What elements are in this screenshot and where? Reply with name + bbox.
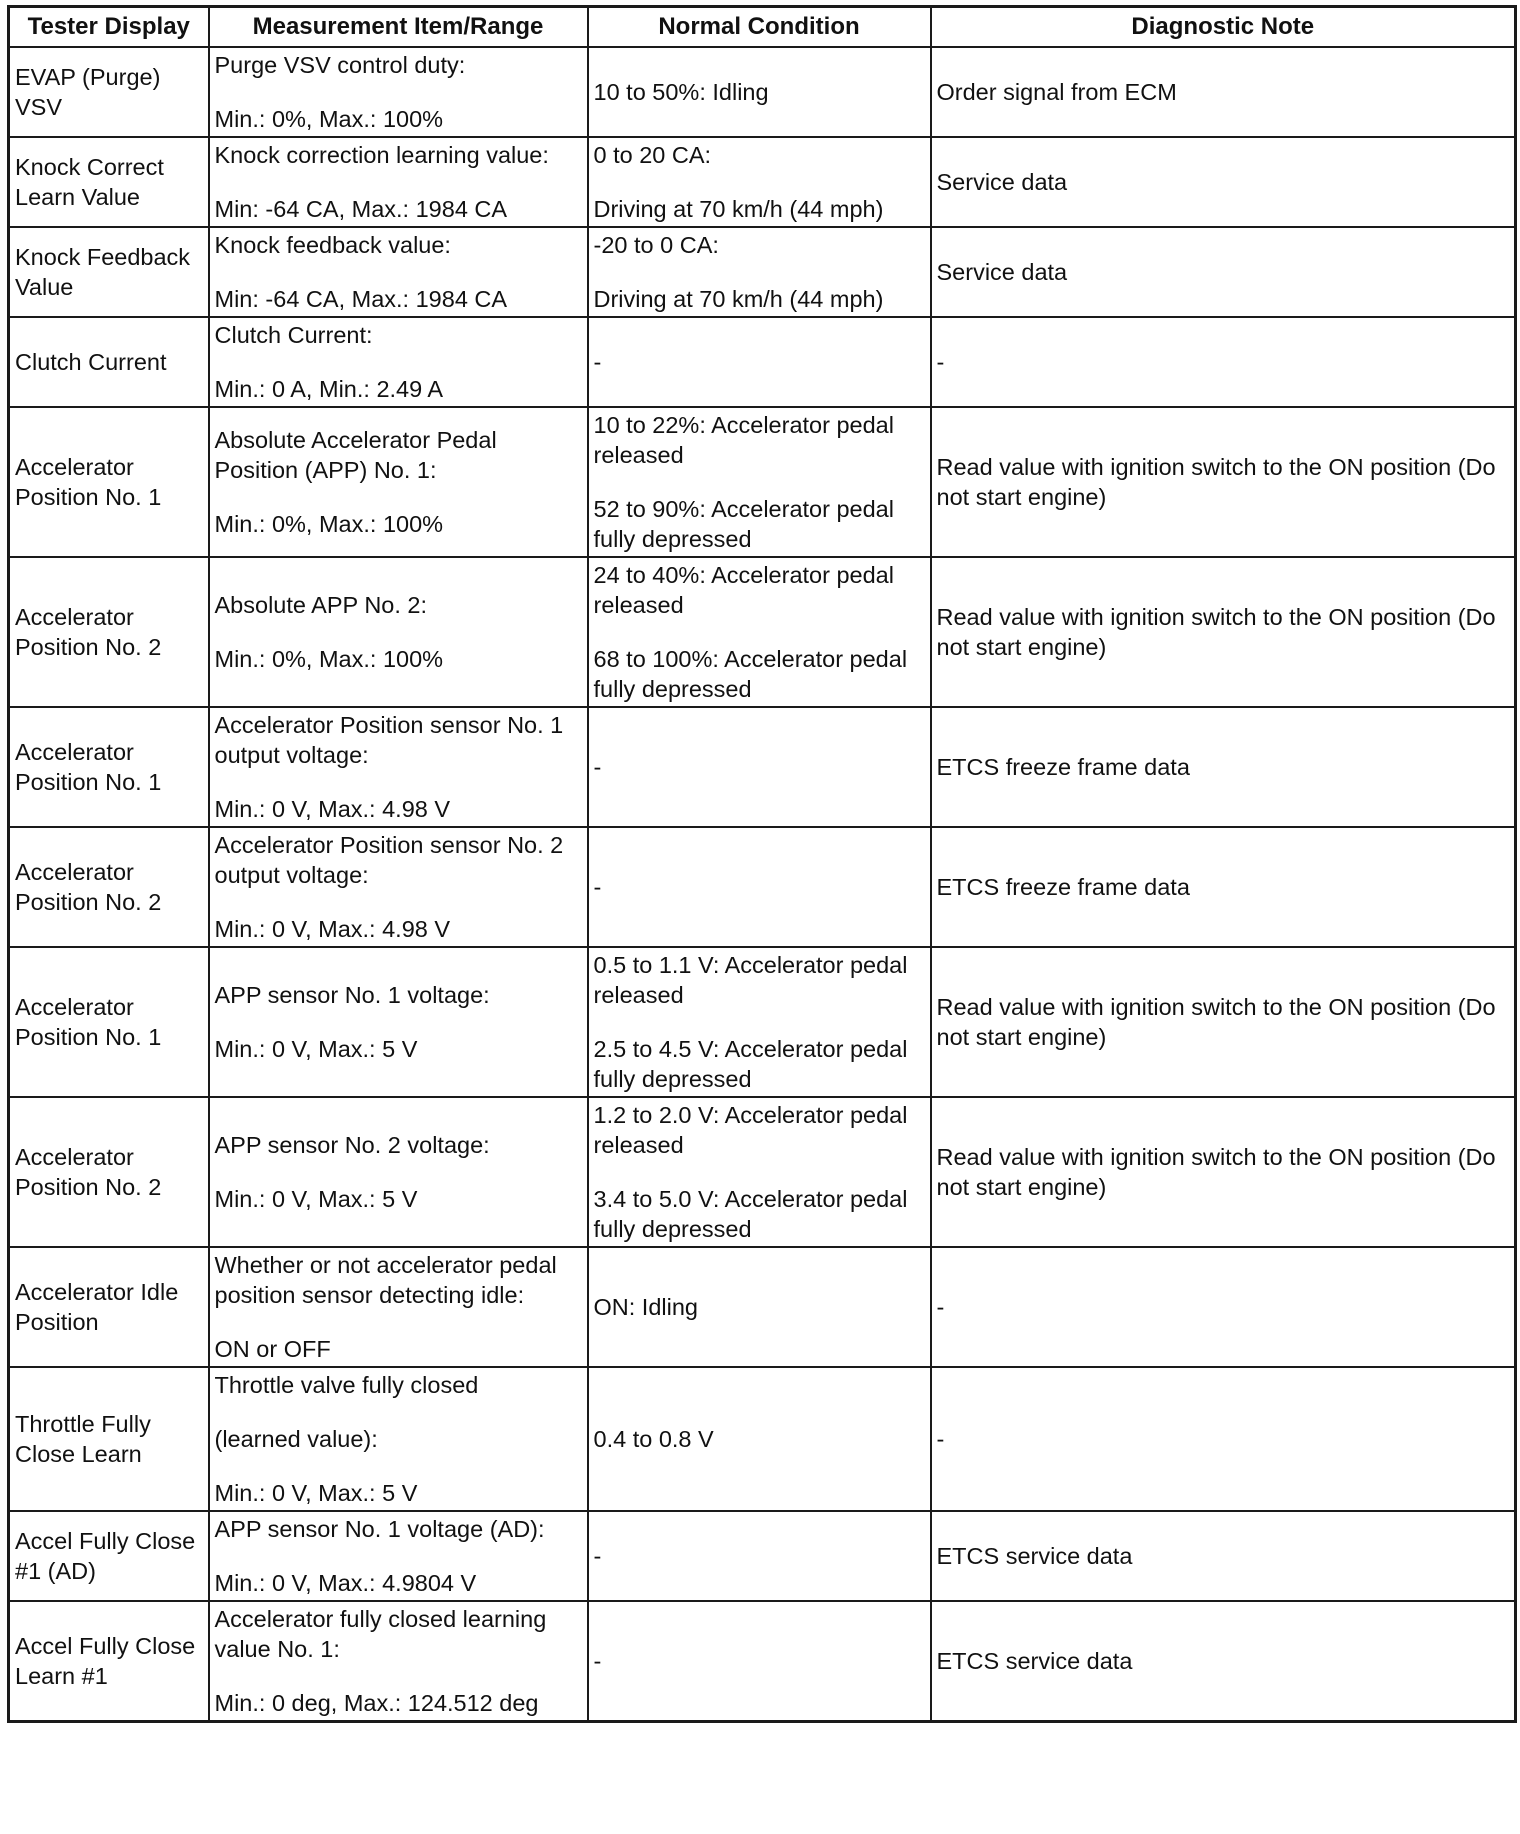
normal-condition-line: 68 to 100%: Accelerator pedal fully depressed xyxy=(593,646,908,702)
diagnostic-note-cell: ETCS freeze frame data xyxy=(931,707,1516,827)
normal-condition-cell xyxy=(588,1367,931,1511)
tester-display-cell: Knock Feedback Value xyxy=(9,227,209,317)
normal-condition-cell xyxy=(588,1097,931,1247)
tester-display-cell: EVAP (Purge) VSV xyxy=(9,47,209,137)
tester-display-cell: Accelerator Position No. 1 xyxy=(9,707,209,827)
normal-condition-line: 10 to 50%: Idling xyxy=(593,79,769,105)
measurement-range-cell xyxy=(209,707,588,827)
measurement-range-cell xyxy=(209,1511,588,1601)
normal-condition-cell xyxy=(588,137,931,227)
tester-display-cell: Accelerator Idle Position xyxy=(9,1247,209,1367)
tester-display-cell: Accelerator Position No. 1 xyxy=(9,407,209,557)
normal-condition-line: 2.5 to 4.5 V: Accelerator pedal fully depressed xyxy=(593,1036,908,1092)
table-row xyxy=(9,317,1516,407)
table-row xyxy=(9,137,1516,227)
measurement-range-cell xyxy=(209,47,588,137)
range-limits: Min.: 0 V, Max.: 5 V xyxy=(214,1480,418,1506)
measurement-item: Knock feedback value: xyxy=(214,232,451,258)
measurement-item: Throttle valve fully closed xyxy=(214,1372,479,1398)
normal-condition-line: 0 to 20 CA: xyxy=(593,142,712,168)
tester-display-cell: Accel Fully Close #1 (AD) xyxy=(9,1511,209,1601)
range-limits: Min: -64 CA, Max.: 1984 CA xyxy=(214,196,508,222)
measurement-item: Knock correction learning value: xyxy=(214,142,549,168)
normal-condition-line: - xyxy=(593,874,602,900)
table-row xyxy=(9,1601,1516,1722)
normal-condition-cell xyxy=(588,227,931,317)
normal-condition-line: 0.5 to 1.1 V: Accelerator pedal released xyxy=(593,952,908,1008)
measurement-range-cell xyxy=(209,1097,588,1247)
table-row xyxy=(9,47,1516,137)
range-limits: Min.: 0 V, Max.: 4.98 V xyxy=(214,796,451,822)
diagnostic-note-cell: ETCS freeze frame data xyxy=(931,827,1516,947)
measurement-range-cell xyxy=(209,557,588,707)
diagnostic-note-cell: - xyxy=(931,317,1516,407)
measurement-item: (learned value): xyxy=(214,1426,378,1452)
measurement-range-cell xyxy=(209,1247,588,1367)
table-row xyxy=(9,227,1516,317)
header-normal-condition: Normal Condition xyxy=(588,7,931,48)
header-tester-display: Tester Display xyxy=(9,7,209,48)
measurement-item: Clutch Current: xyxy=(214,322,373,348)
measurement-item: Accelerator Position sensor No. 1 output voltage: xyxy=(214,712,564,768)
normal-condition-cell xyxy=(588,827,931,947)
tester-display-cell: Accelerator Position No. 2 xyxy=(9,1097,209,1247)
tester-display-cell: Accelerator Position No. 1 xyxy=(9,947,209,1097)
measurement-item: Accelerator Position sensor No. 2 output voltage: xyxy=(214,832,564,888)
tester-display-cell: Accelerator Position No. 2 xyxy=(9,827,209,947)
normal-condition-line: - xyxy=(593,349,602,375)
table-row xyxy=(9,407,1516,557)
diagnostic-note-cell: Order signal from ECM xyxy=(931,47,1516,137)
table-row xyxy=(9,707,1516,827)
normal-condition-line: 0.4 to 0.8 V xyxy=(593,1426,714,1452)
table-body xyxy=(9,47,1516,1722)
table-row xyxy=(9,947,1516,1097)
range-limits: Min.: 0 V, Max.: 5 V xyxy=(214,1036,418,1062)
measurement-item: Absolute Accelerator Pedal Position (APP) No. 1: xyxy=(214,427,497,483)
diagnostic-note-cell: Read value with ignition switch to the ON position (Do not start engine) xyxy=(931,557,1516,707)
header-measurement-item: Measurement Item/Range xyxy=(209,7,588,48)
tester-display-cell: Accel Fully Close Learn #1 xyxy=(9,1601,209,1722)
range-limits: Min.: 0%, Max.: 100% xyxy=(214,646,444,672)
normal-condition-cell xyxy=(588,1247,931,1367)
measurement-range-cell xyxy=(209,227,588,317)
range-limits: Min.: 0 V, Max.: 4.98 V xyxy=(214,916,451,942)
table-row xyxy=(9,1511,1516,1601)
diagnostic-note-cell: Read value with ignition switch to the ON position (Do not start engine) xyxy=(931,947,1516,1097)
measurement-range-cell xyxy=(209,137,588,227)
normal-condition-line: - xyxy=(593,1648,602,1674)
range-limits: Min: -64 CA, Max.: 1984 CA xyxy=(214,286,508,312)
header-diagnostic-note: Diagnostic Note xyxy=(931,7,1516,48)
diagnostic-note-cell: - xyxy=(931,1367,1516,1511)
table-row xyxy=(9,1247,1516,1367)
tester-display-cell: Knock Correct Learn Value xyxy=(9,137,209,227)
tester-display-cell: Accelerator Position No. 2 xyxy=(9,557,209,707)
range-limits: Min.: 0 V, Max.: 5 V xyxy=(214,1186,418,1212)
normal-condition-cell xyxy=(588,707,931,827)
normal-condition-line: Driving at 70 km/h (44 mph) xyxy=(593,196,884,222)
range-limits: Min.: 0%, Max.: 100% xyxy=(214,511,444,537)
normal-condition-line: 3.4 to 5.0 V: Accelerator pedal fully depressed xyxy=(593,1186,908,1242)
diagnostic-note-cell: Read value with ignition switch to the ON position (Do not start engine) xyxy=(931,407,1516,557)
normal-condition-line: ON: Idling xyxy=(593,1294,698,1320)
measurement-item: APP sensor No. 1 voltage (AD): xyxy=(214,1516,545,1542)
measurement-item: Absolute APP No. 2: xyxy=(214,592,428,618)
range-limits: ON or OFF xyxy=(214,1336,331,1362)
table-row xyxy=(9,557,1516,707)
normal-condition-cell xyxy=(588,947,931,1097)
normal-condition-line: - xyxy=(593,1543,602,1569)
range-limits: Min.: 0 A, Min.: 2.49 A xyxy=(214,376,444,402)
measurement-item: APP sensor No. 1 voltage: xyxy=(214,982,490,1008)
normal-condition-line: 10 to 22%: Accelerator pedal released xyxy=(593,412,894,468)
diagnostic-note-cell: ETCS service data xyxy=(931,1511,1516,1601)
measurement-range-cell xyxy=(209,407,588,557)
range-limits: Min.: 0%, Max.: 100% xyxy=(214,106,444,132)
normal-condition-cell xyxy=(588,1601,931,1722)
diagnostic-note-cell: Service data xyxy=(931,137,1516,227)
measurement-item: Accelerator fully closed learning value No. 1: xyxy=(214,1606,547,1662)
diagnostic-note-cell: - xyxy=(931,1247,1516,1367)
measurement-item: Purge VSV control duty: xyxy=(214,52,466,78)
normal-condition-cell xyxy=(588,407,931,557)
normal-condition-line: Driving at 70 km/h (44 mph) xyxy=(593,286,884,312)
table-row xyxy=(9,827,1516,947)
measurement-range-cell xyxy=(209,317,588,407)
measurement-range-cell xyxy=(209,827,588,947)
diagnostic-note-cell: Service data xyxy=(931,227,1516,317)
table-row xyxy=(9,1367,1516,1511)
table-row xyxy=(9,1097,1516,1247)
header-row xyxy=(9,7,1516,48)
normal-condition-cell xyxy=(588,1511,931,1601)
tester-display-cell: Throttle Fully Close Learn xyxy=(9,1367,209,1511)
normal-condition-line: - xyxy=(593,754,602,780)
normal-condition-cell xyxy=(588,317,931,407)
normal-condition-cell xyxy=(588,47,931,137)
measurement-item: APP sensor No. 2 voltage: xyxy=(214,1132,490,1158)
data-list-table xyxy=(7,5,1517,1723)
measurement-range-cell xyxy=(209,1367,588,1511)
tester-display-cell: Clutch Current xyxy=(9,317,209,407)
normal-condition-line: 1.2 to 2.0 V: Accelerator pedal released xyxy=(593,1102,908,1158)
diagnostic-note-cell: ETCS service data xyxy=(931,1601,1516,1722)
measurement-range-cell xyxy=(209,947,588,1097)
measurement-range-cell xyxy=(209,1601,588,1722)
measurement-item: Whether or not accelerator pedal position sensor detecting idle: xyxy=(214,1252,557,1308)
table-header xyxy=(9,7,1516,48)
range-limits: Min.: 0 V, Max.: 4.9804 V xyxy=(214,1570,477,1596)
normal-condition-line: -20 to 0 CA: xyxy=(593,232,719,258)
normal-condition-cell xyxy=(588,557,931,707)
diagnostic-note-cell: Read value with ignition switch to the ON position (Do not start engine) xyxy=(931,1097,1516,1247)
range-limits: Min.: 0 deg, Max.: 124.512 deg xyxy=(214,1690,539,1716)
normal-condition-line: 24 to 40%: Accelerator pedal released xyxy=(593,562,894,618)
normal-condition-line: 52 to 90%: Accelerator pedal fully depressed xyxy=(593,496,894,552)
